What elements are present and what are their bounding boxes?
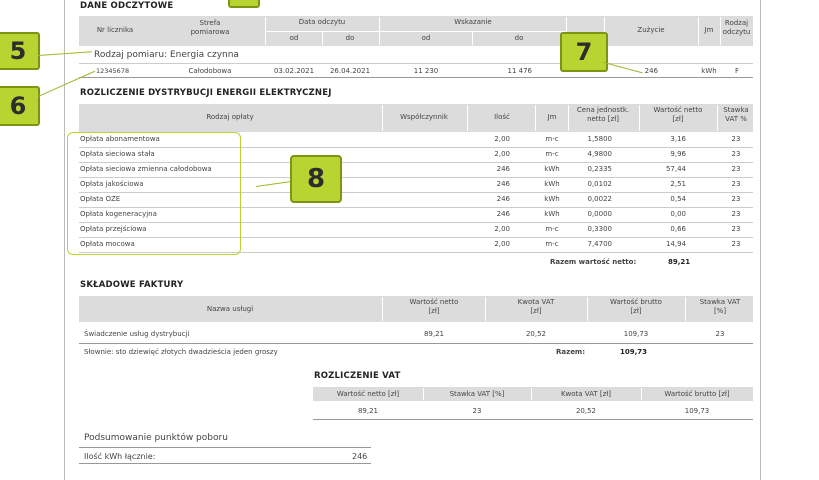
dyst-cell-vat: 23 [731, 240, 741, 248]
sk-col-sep [382, 297, 383, 321]
dyst-cell-jm: kWh [544, 165, 560, 173]
dane-nr: 12345678 [96, 67, 130, 75]
section-title-skladowe: SKŁADOWE FAKTURY [80, 280, 184, 290]
dane-col-sep [472, 31, 473, 45]
rodzaj-pomiaru: Rodzaj pomiaru: Energia czynna [94, 50, 239, 60]
callout-8: 8 [290, 155, 342, 203]
dyst-cell-wartosc: 2,51 [670, 180, 686, 188]
vat-kwota: 20,52 [575, 407, 597, 415]
dyst-cell-jm: m-c [545, 135, 559, 143]
callout-6: 6 [0, 86, 40, 126]
dyst-cell-name: Opłata sieciowa zmienna całodobowa [80, 165, 212, 173]
dyst-cell-ilosc: 2,00 [494, 135, 510, 143]
th-nr-licznika: Nr licznika [96, 26, 134, 34]
sk-col-sep [485, 297, 486, 321]
dyst-cell-vat: 23 [731, 210, 741, 218]
th-rodzaj-odczytu: Rodzaj odczytu [722, 19, 751, 36]
dyst-cell-name: Opłata abonamentowa [80, 135, 160, 143]
dyst-cell-vat: 23 [731, 150, 741, 158]
vat-col-sep [641, 388, 642, 400]
row-divider [79, 343, 753, 344]
dyst-cell-jm: m-c [545, 225, 559, 233]
dyst-cell-jm: kWh [544, 180, 560, 188]
dyst-cell-jm: kWh [544, 195, 560, 203]
th-vat-brutto: Wartość brutto [zł] [664, 390, 730, 398]
vat-col-sep [423, 388, 424, 400]
dyst-cell-cena: 0,0000 [587, 210, 612, 218]
sk-razem-value: 109,73 [620, 348, 648, 356]
dyst-cell-jm: kWh [544, 210, 560, 218]
vat-col-sep [531, 388, 532, 400]
dyst-cell-ilosc: 2,00 [494, 240, 510, 248]
dyst-cell-cena: 0,0022 [587, 195, 612, 203]
th-rodzaj-oplaty: Rodzaj opłaty [206, 113, 254, 121]
dyst-cell-cena: 0,0102 [587, 180, 612, 188]
dane-rodzaj: F [734, 67, 740, 75]
row-divider [79, 447, 371, 448]
dane-subhdr-sep [266, 31, 566, 32]
dyst-cell-name: Opłata mocowa [80, 240, 135, 248]
th-sk-brutto: Wartość brutto [zł] [610, 298, 662, 315]
callout-fragment [228, 0, 260, 8]
dyst-cell-wartosc: 57,44 [665, 165, 686, 173]
th-data-od: od [289, 34, 299, 42]
podsumowanie-title: Podsumowanie punktów poboru [84, 433, 228, 443]
podsumowanie-value: 246 [352, 452, 368, 461]
th-wartosc: Wartość netto [zł] [653, 106, 703, 123]
dyst-razem-label: Razem wartość netto: [550, 258, 637, 266]
dyst-cell-cena: 0,2335 [587, 165, 612, 173]
sk-nazwa: Świadczenie usług dystrybucji [84, 330, 190, 338]
dyst-col-sep [467, 105, 468, 131]
dyst-cell-name: Opłata sieciowa stała [80, 150, 155, 158]
dyst-cell-wartosc: 0,54 [670, 195, 686, 203]
dyst-col-sep [639, 105, 640, 131]
dyst-cell-wartosc: 3,16 [670, 135, 686, 143]
dyst-cell-vat: 23 [731, 225, 741, 233]
dyst-cell-wartosc: 0,00 [670, 210, 686, 218]
dyst-cell-cena: 1,5800 [587, 135, 612, 143]
dyst-cell-wartosc: 14,94 [665, 240, 686, 248]
dane-zuzycie: 246 [644, 67, 658, 75]
dyst-razem-value: 89,21 [668, 258, 691, 266]
page-border [64, 0, 65, 480]
row-divider [79, 77, 753, 78]
th-sk-netto: Wartość netto [zł] [409, 298, 459, 315]
sk-kwota-vat: 20,52 [525, 330, 547, 338]
dyst-col-sep [717, 105, 718, 131]
th-cena: Cena jednostk. netto [zł] [576, 106, 630, 123]
dyst-cell-vat: 23 [731, 135, 741, 143]
th-vat-stawka: Stawka VAT [%] [449, 390, 505, 398]
sk-razem-label: Razem: [556, 348, 586, 356]
dane-col-sep [698, 17, 699, 45]
dyst-cell-ilosc: 246 [496, 165, 510, 173]
highlight-box-8 [67, 132, 241, 255]
section-title-dane: DANE ODCZYTOWE [80, 1, 174, 11]
th-data-odczytu: Data odczytu [298, 18, 346, 26]
dyst-col-sep [535, 105, 536, 131]
podsumowanie-label: Ilość kWh łącznie: [84, 452, 156, 461]
sk-stawka: 23 [715, 330, 725, 338]
th-wsk-do: do [514, 34, 524, 42]
row-divider [313, 419, 753, 420]
vat-netto: 89,21 [357, 407, 379, 415]
dane-col-sep [322, 31, 323, 45]
dane-col-sep [720, 17, 721, 45]
dane-wsk-do: 11 476 [507, 67, 532, 75]
dane-strefa: Całodobowa [188, 67, 232, 75]
sk-slownie: Słownie: sto dziewięć złotych dwadzieścia jeden groszy [84, 348, 278, 356]
th-data-do: do [345, 34, 355, 42]
dyst-cell-name: Opłata kogeneracyjna [80, 210, 157, 218]
section-title-dystrybucja: ROZLICZENIE DYSTRYBUCJI ENERGII ELEKTRYCZNEJ [80, 88, 332, 98]
th-sk-stawka: Stawka VAT [%] [699, 298, 741, 315]
dyst-cell-ilosc: 2,00 [494, 225, 510, 233]
dane-data-do: 26.04.2021 [329, 67, 371, 75]
vat-stawka: 23 [472, 407, 482, 415]
vat-brutto: 109,73 [684, 407, 710, 415]
th-jm: Jm [704, 26, 714, 34]
dyst-cell-ilosc: 246 [496, 195, 510, 203]
dyst-cell-wartosc: 9,96 [670, 150, 686, 158]
dyst-cell-ilosc: 246 [496, 180, 510, 188]
page-border-right [760, 0, 761, 480]
row-divider [79, 463, 371, 464]
sk-col-sep [587, 297, 588, 321]
dyst-cell-jm: m-c [545, 150, 559, 158]
th-ilosc: Ilość [494, 113, 510, 121]
th-jm2: Jm [547, 113, 557, 121]
th-sk-kwota-vat: Kwota VAT [zł] [517, 298, 555, 315]
dyst-cell-name: Opłata przejściowa [80, 225, 147, 233]
sk-brutto: 109,73 [623, 330, 649, 338]
section-title-vat: ROZLICZENIE VAT [314, 371, 401, 381]
dane-jm: kWh [701, 67, 717, 75]
dyst-col-sep [382, 105, 383, 131]
callout-5: 5 [0, 32, 40, 70]
th-nazwa-uslugi: Nazwa usługi [206, 305, 254, 313]
dyst-cell-vat: 23 [731, 180, 741, 188]
row-divider [79, 63, 753, 64]
dyst-cell-cena: 7,4700 [587, 240, 612, 248]
dyst-cell-jm: m-c [545, 240, 559, 248]
dyst-cell-ilosc: 2,00 [494, 150, 510, 158]
dane-data-od: 03.02.2021 [273, 67, 315, 75]
dyst-cell-cena: 4,9800 [587, 150, 612, 158]
dyst-cell-name: Opłata jakościowa [80, 180, 144, 188]
dane-wsk-od: 11 230 [413, 67, 439, 75]
dyst-cell-ilosc: 246 [496, 210, 510, 218]
th-zuzycie: Zużycie [637, 26, 665, 34]
th-stawka: Stawka VAT % [723, 106, 749, 123]
sk-col-sep [685, 297, 686, 321]
callout-8-line [256, 181, 290, 187]
dyst-cell-wartosc: 0,66 [670, 225, 686, 233]
th-wsk-od: od [421, 34, 431, 42]
sk-netto: 89,21 [423, 330, 445, 338]
th-vat-kwota: Kwota VAT [zł] [560, 390, 612, 398]
dyst-cell-vat: 23 [731, 195, 741, 203]
th-wskazanie: Wskazanie [454, 18, 492, 26]
dyst-col-sep [568, 105, 569, 131]
callout-7: 7 [560, 32, 608, 72]
th-strefa: Strefa pomiarowa [190, 19, 230, 36]
th-wspolczynnik: Współczynnik [400, 113, 448, 121]
dyst-cell-name: Opłata OZE [80, 195, 121, 203]
th-vat-netto: Wartość netto [zł] [336, 390, 400, 398]
dyst-cell-cena: 0,3300 [587, 225, 612, 233]
dyst-cell-vat: 23 [731, 165, 741, 173]
